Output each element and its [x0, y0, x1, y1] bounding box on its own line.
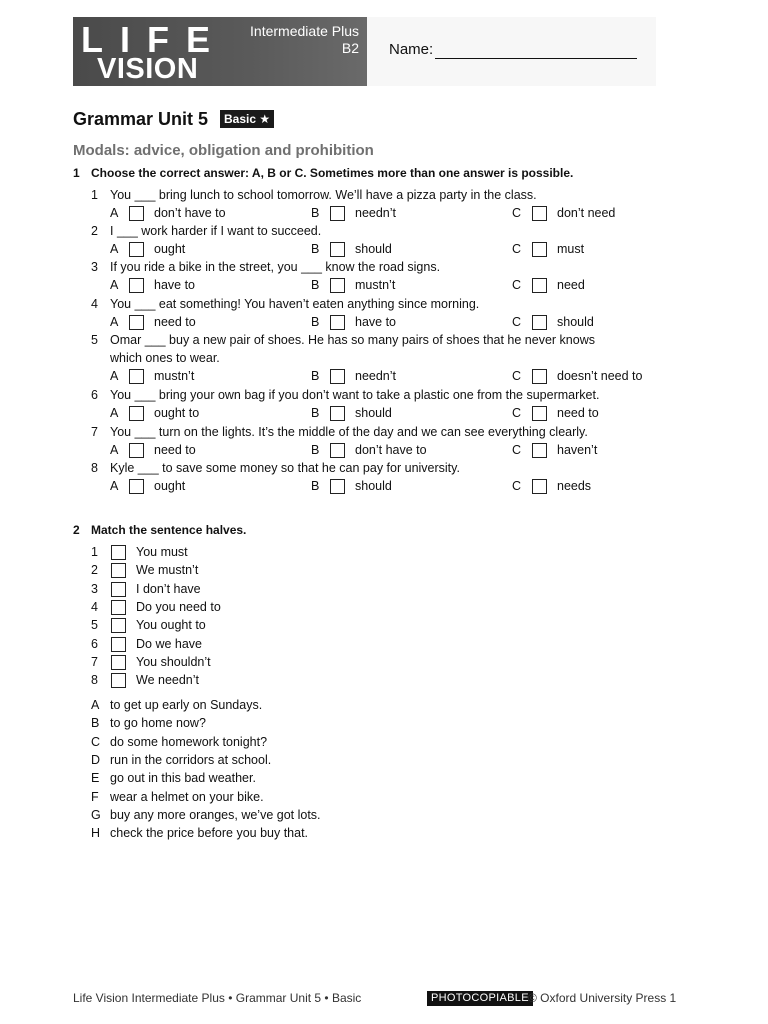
match-item-number: 4	[91, 599, 98, 614]
option-text: should	[355, 242, 392, 256]
answer-checkbox[interactable]	[532, 242, 547, 257]
section-2-number: 2	[73, 523, 80, 537]
name-label: Name:	[389, 41, 434, 58]
question-number: 5	[91, 333, 98, 347]
match-item-number: 2	[91, 563, 98, 578]
question-number: 3	[91, 260, 98, 274]
option-text: doesn’t need to	[557, 369, 643, 383]
level-line-1: Intermediate Plus	[250, 23, 359, 39]
match-first-half: We mustn’t	[136, 563, 199, 578]
unit-title: Grammar Unit 5	[73, 109, 209, 129]
section-2-instruction: Match the sentence halves.	[91, 523, 247, 537]
question-text: You ___ eat something! You haven’t eaten anything since morning.	[110, 297, 480, 311]
option-text: don’t have to	[355, 443, 427, 457]
match-ending-letter: D	[91, 752, 101, 767]
level-line-2: B2	[341, 40, 359, 56]
option-text: must	[557, 242, 585, 256]
question-number: 6	[91, 388, 98, 402]
answer-checkbox[interactable]	[532, 443, 547, 458]
match-ending-letter: E	[91, 771, 100, 786]
match-item-number: 6	[91, 636, 98, 651]
option-letter: C	[512, 206, 522, 220]
match-item-number: 5	[91, 618, 98, 633]
option-letter: C	[512, 278, 522, 292]
name-write-line[interactable]	[435, 58, 637, 59]
answer-checkbox[interactable]	[532, 479, 547, 494]
option-letter: A	[110, 443, 119, 457]
answer-checkbox[interactable]	[532, 278, 547, 293]
option-text: haven’t	[557, 443, 598, 457]
option-text: need to	[154, 443, 196, 457]
match-second-half: do some homework tonight?	[110, 734, 268, 749]
level-badge: Basic ★	[220, 110, 274, 128]
option-text: should	[557, 315, 594, 329]
option-letter: A	[110, 242, 119, 256]
answer-checkbox[interactable]	[532, 206, 547, 221]
option-letter: A	[110, 406, 119, 420]
answer-checkbox[interactable]	[330, 278, 345, 293]
answer-checkbox[interactable]	[330, 443, 345, 458]
section-1-number: 1	[73, 166, 80, 180]
topic-subtitle: Modals: advice, obligation and prohibition	[73, 142, 374, 159]
match-first-half: Do we have	[136, 636, 203, 651]
option-letter: B	[311, 479, 320, 493]
photocopiable-label: PHOTOCOPIABLE	[427, 991, 533, 1006]
answer-checkbox[interactable]	[330, 206, 345, 221]
option-text: mustn’t	[154, 369, 195, 383]
question-number: 8	[91, 461, 98, 475]
answer-checkbox[interactable]	[330, 406, 345, 421]
answer-checkbox[interactable]	[129, 479, 144, 494]
match-second-half: go out in this bad weather.	[110, 771, 256, 786]
answer-checkbox[interactable]	[129, 443, 144, 458]
match-answer-box[interactable]	[111, 655, 126, 670]
answer-checkbox[interactable]	[330, 369, 345, 384]
option-text: should	[355, 406, 392, 420]
answer-checkbox[interactable]	[532, 406, 547, 421]
answer-checkbox[interactable]	[129, 278, 144, 293]
answer-checkbox[interactable]	[330, 315, 345, 330]
match-ending-letter: B	[91, 716, 100, 731]
level-label	[250, 23, 359, 57]
option-letter: C	[512, 406, 522, 420]
option-text: have to	[154, 278, 196, 292]
footer-course-info: Life Vision Intermediate Plus • Grammar Unit 5 • Basic	[73, 991, 362, 1005]
question-number: 1	[91, 188, 98, 202]
match-item-number: 7	[91, 654, 98, 669]
question-text: You ___ bring your own bag if you don’t want to take a plastic one from the supermarket.	[110, 388, 600, 402]
option-text: have to	[355, 315, 397, 329]
match-first-half: You shouldn’t	[136, 654, 211, 669]
option-letter: B	[311, 278, 320, 292]
option-text: ought	[154, 242, 186, 256]
answer-checkbox[interactable]	[330, 242, 345, 257]
match-ending-letter: G	[91, 807, 101, 822]
name-field-area	[367, 17, 656, 86]
answer-checkbox[interactable]	[532, 369, 547, 384]
option-letter: C	[512, 242, 522, 256]
option-letter: B	[311, 406, 320, 420]
answer-checkbox[interactable]	[129, 242, 144, 257]
question-text: Kyle ___ to save some money so that he can pay for university.	[110, 461, 460, 475]
match-item-number: 8	[91, 673, 98, 688]
answer-checkbox[interactable]	[129, 406, 144, 421]
match-second-half: to get up early on Sundays.	[110, 698, 263, 712]
question-text: If you ride a bike in the street, you ___ know the road signs.	[110, 260, 441, 274]
footer-copyright: © Oxford University Press 1	[528, 991, 677, 1005]
question-number: 4	[91, 297, 98, 311]
option-text: needn’t	[355, 206, 397, 220]
option-letter: A	[110, 315, 119, 329]
match-ending-letter: F	[91, 789, 99, 804]
match-answer-box[interactable]	[111, 637, 126, 652]
option-text: mustn’t	[355, 278, 396, 292]
option-letter: C	[512, 315, 522, 329]
match-ending-letter: C	[91, 734, 101, 749]
logo-vision-text: VISION	[97, 53, 199, 85]
option-letter: A	[110, 369, 119, 383]
option-letter: B	[311, 206, 320, 220]
question-text: You ___ turn on the lights. It’s the middle of the day and we can see everything clearly.	[110, 425, 588, 439]
option-letter: A	[110, 206, 119, 220]
option-text: need	[557, 278, 585, 292]
match-ending-letter: H	[91, 826, 101, 841]
option-letter: C	[512, 443, 522, 457]
match-second-half: wear a helmet on your bike.	[110, 789, 264, 804]
answer-checkbox[interactable]	[129, 315, 144, 330]
logo-life-text: LIFE	[81, 19, 227, 60]
match-first-half: You must	[136, 545, 188, 559]
question-number: 2	[91, 224, 98, 238]
option-text: need to	[557, 406, 599, 420]
match-answer-box[interactable]	[111, 545, 126, 560]
match-second-half: buy any more oranges, we’ve got lots.	[110, 807, 321, 822]
match-answer-box[interactable]	[111, 582, 126, 597]
option-letter: A	[110, 479, 119, 493]
option-letter: B	[311, 315, 320, 329]
option-text: need to	[154, 315, 196, 329]
question-text: You ___ bring lunch to school tomorrow. We’ll have a pizza party in the class.	[110, 188, 537, 202]
option-letter: B	[311, 369, 320, 383]
match-answer-box[interactable]	[111, 563, 126, 578]
match-first-half: I don’t have	[136, 581, 201, 596]
match-first-half: You ought to	[136, 618, 206, 633]
option-letter: A	[110, 278, 119, 292]
question-text: Omar ___ buy a new pair of shoes. He has so many pairs of shoes that he never knows	[110, 333, 595, 347]
option-letter: B	[311, 443, 320, 457]
match-item-number: 1	[91, 545, 98, 559]
answer-checkbox[interactable]	[129, 206, 144, 221]
match-second-half: run in the corridors at school.	[110, 752, 272, 767]
option-text: don’t have to	[154, 206, 226, 220]
option-letter: C	[512, 479, 522, 493]
option-text: should	[355, 479, 392, 493]
section-1-instruction: Choose the correct answer: A, B or C. Sometimes more than one answer is possible.	[91, 166, 574, 180]
option-letter: C	[512, 369, 522, 383]
match-item-number: 3	[91, 581, 98, 596]
answer-checkbox[interactable]	[129, 369, 144, 384]
question-number: 7	[91, 425, 98, 439]
question-text: I ___ work harder if I want to succeed.	[110, 224, 322, 238]
life-vision-logo	[73, 17, 367, 86]
option-text: needn’t	[355, 369, 397, 383]
match-answer-box[interactable]	[111, 618, 126, 633]
match-ending-letter: A	[91, 698, 100, 712]
option-text: ought	[154, 479, 186, 493]
answer-checkbox[interactable]	[532, 315, 547, 330]
question-text-continued: which ones to wear.	[110, 351, 220, 365]
option-text: don’t need	[557, 206, 616, 220]
match-second-half: to go home now?	[110, 716, 206, 731]
match-answer-box[interactable]	[111, 673, 126, 688]
answer-checkbox[interactable]	[330, 479, 345, 494]
option-text: needs	[557, 479, 592, 493]
match-answer-box[interactable]	[111, 600, 126, 615]
match-first-half: Do you need to	[136, 599, 221, 614]
match-first-half: We needn’t	[136, 673, 200, 688]
match-second-half: check the price before you buy that.	[110, 826, 309, 841]
option-letter: B	[311, 242, 320, 256]
option-text: ought to	[154, 406, 200, 420]
